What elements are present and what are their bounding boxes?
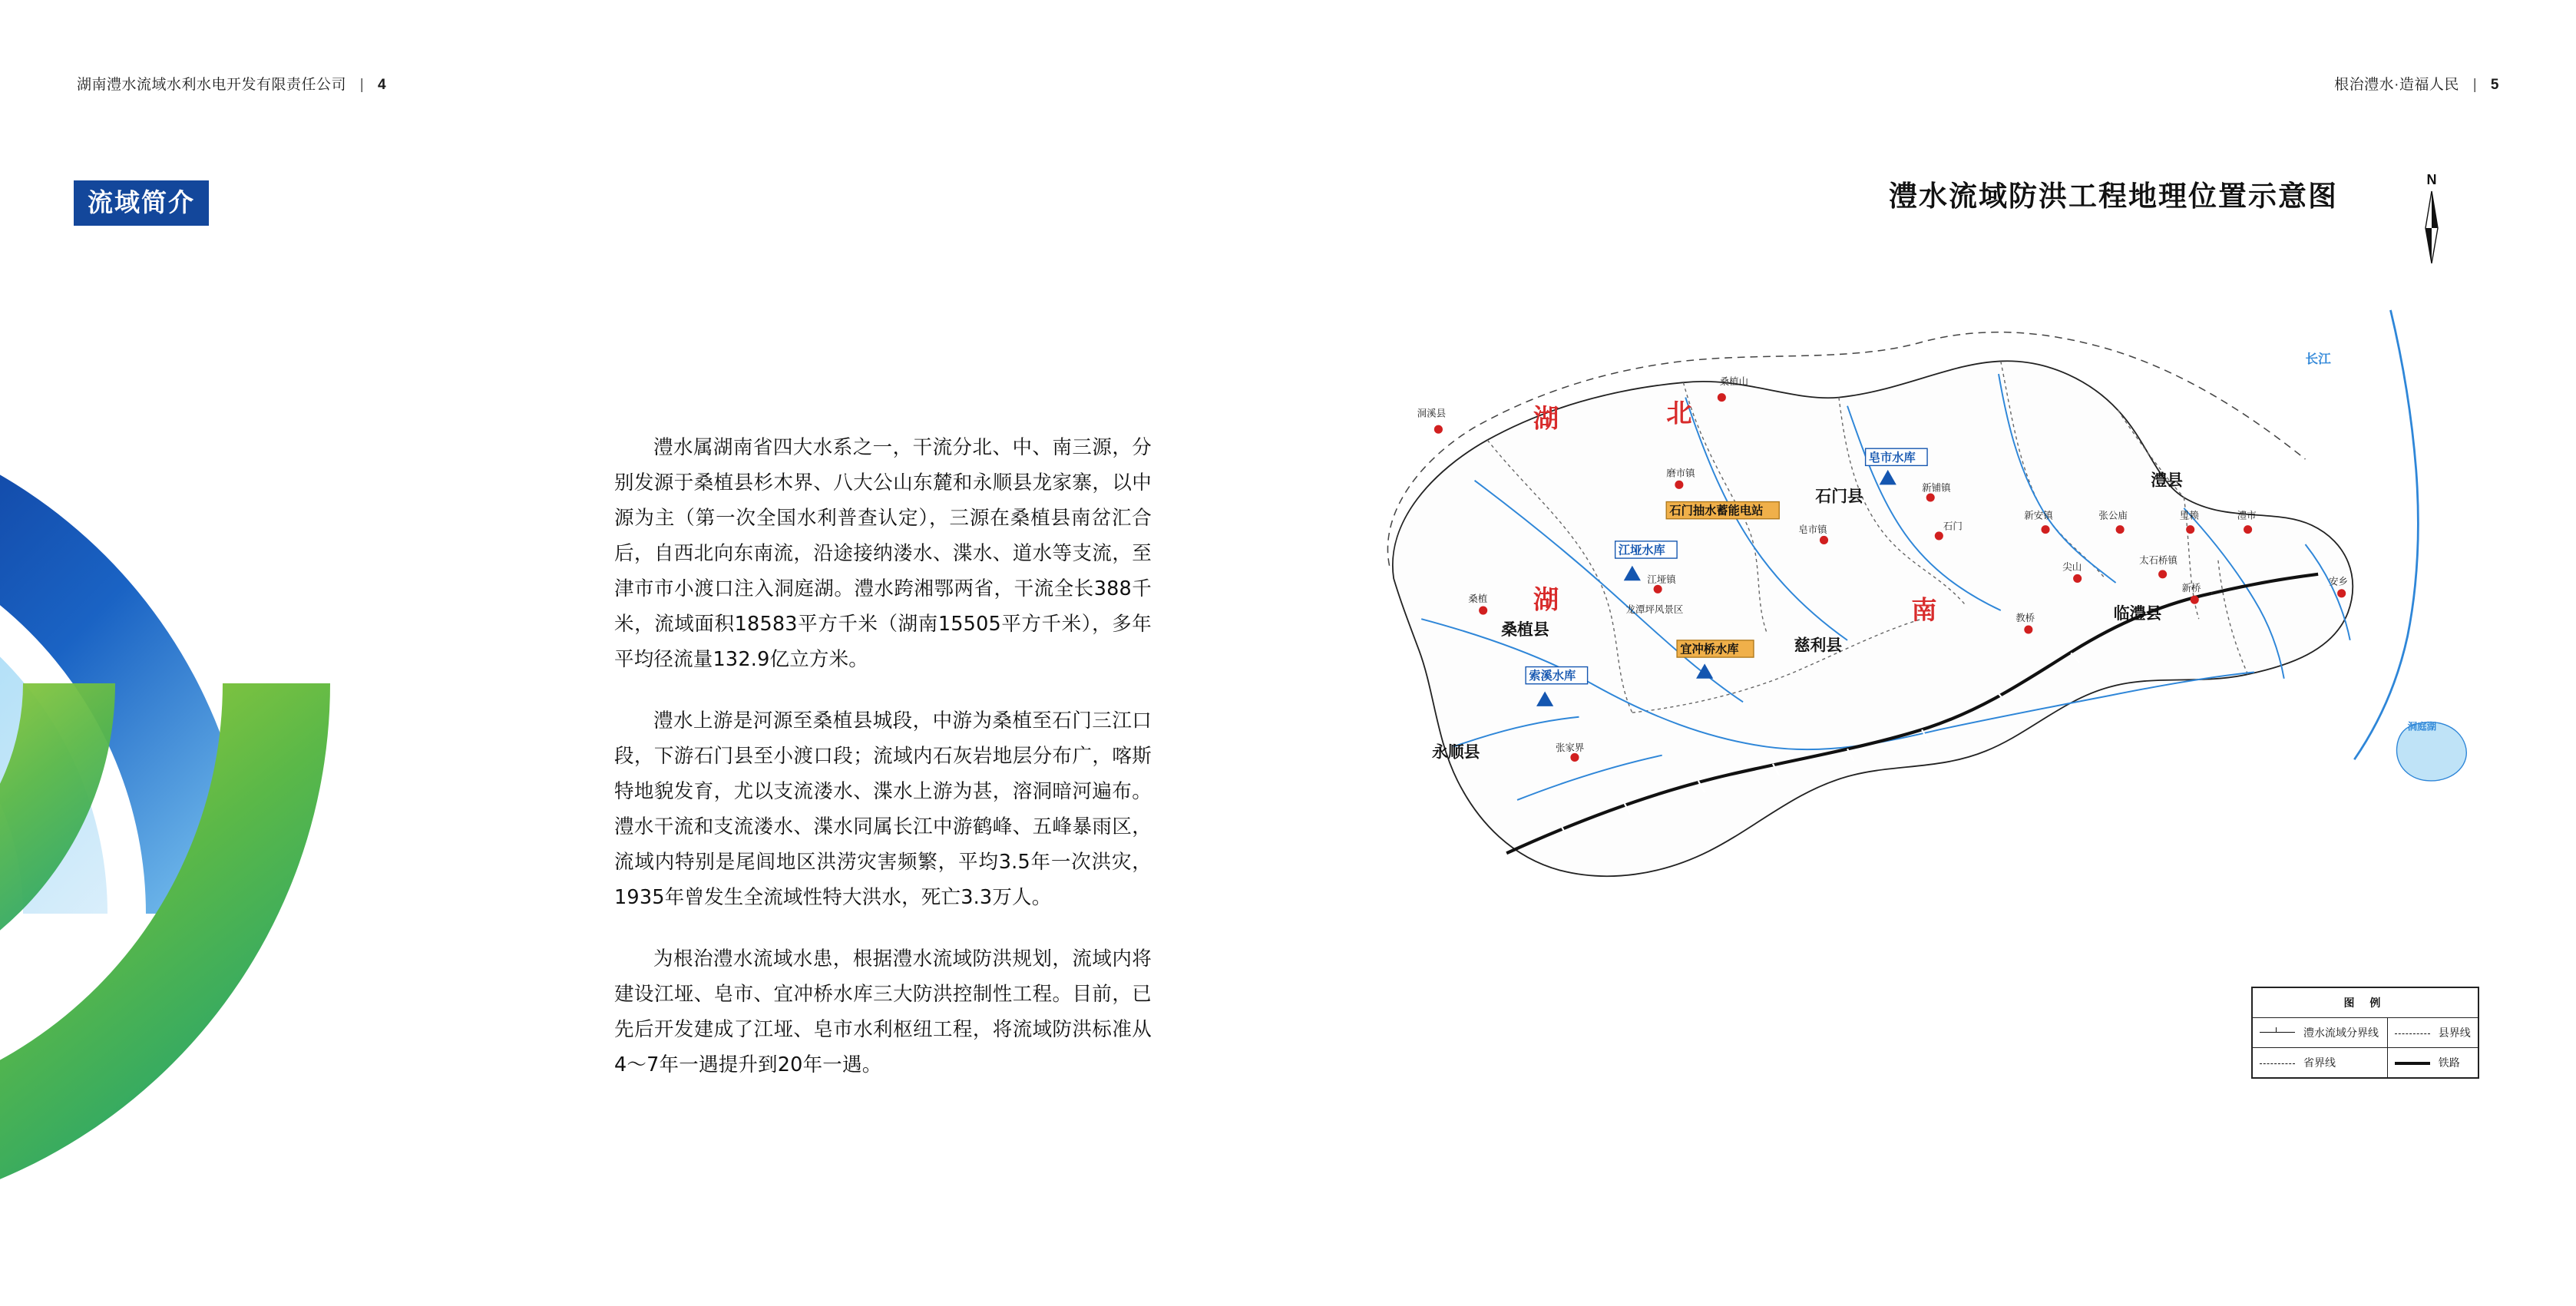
town-label-2: 磨市镇 (1666, 467, 1695, 479)
reservoir-label-4: 石门抽水蓄能电站 (1669, 504, 1764, 518)
left-running-head-separator: | (359, 77, 365, 93)
legend-item-province (2253, 1048, 2388, 1078)
right-running-head (2334, 73, 2499, 94)
province-label-0: 湖 (1533, 403, 1559, 434)
county-label-5: 永顺县 (1432, 742, 1480, 762)
body-paragraph-3: 为根治澧水流域水患，根据澧水流域防洪规划，流域内将建设江垭、皂市、宜冲桥水库三大防洪控制性工程。目前，已先后开发建成了江垭、皂市水利枢纽工程，将流域防洪标准从4～7年一遇提升到20年一遇。 (614, 947, 1152, 1076)
county-label-4: 慈利县 (1794, 636, 1843, 655)
town-label-8: 里赖 (2179, 509, 2199, 521)
legend-item-county (2387, 1018, 2478, 1048)
county-boundary-icon (2392, 1027, 2432, 1039)
legend-title: 图 例 (2253, 988, 2478, 1018)
town-label-15: 龙潭坪风景区 (1625, 603, 1684, 615)
reservoir-callout-yichongqiao (1677, 640, 1754, 657)
reservoir-callout-jiangya (1615, 541, 1677, 558)
province-label-2: 湖 (1533, 584, 1559, 615)
town-label-9: 澧市 (2237, 509, 2257, 521)
basin-boundary-icon (2257, 1027, 2297, 1039)
left-page-number: 4 (378, 77, 387, 93)
reservoir-callout-shimen-pumped-storage (1666, 502, 1779, 519)
right-running-head-text: 根治澧水·造福人民 (2334, 77, 2459, 93)
decorative-swirl (0, 407, 514, 1221)
body-paragraph-2: 澧水上游是河源至桑植县城段，中游为桑植至石门三江口段，下游石门县至小渡口段；流域内石灰岩地层分布广，喀斯特地貌发育，尤以支流溇水、渫水上游为甚，溶洞暗河遍布。澧水干流和支流溇水、渫水同属长江中游鹤峰、五峰暴雨区，流域内特别是尾闾地区洪涝灾害频繁，平均3.5年一次洪灾，1935年曾发生全流域性特大洪水，死亡3.3万人。 (614, 709, 1152, 909)
legend-label-3: 铁路 (2438, 1056, 2460, 1069)
legend-label-0: 澧水流域分界线 (2303, 1027, 2379, 1039)
province-boundary-icon (2257, 1056, 2297, 1069)
town-label-12: 太石桥镇 (2139, 554, 2178, 566)
reservoir-label-3: 索溪水库 (1529, 669, 1576, 683)
yangtze-river (2354, 310, 2418, 759)
town-label-1: 洞溪县 (1417, 407, 1447, 419)
town-label-6: 新安镇 (2024, 509, 2053, 521)
reservoir-callout-zaoshi (1866, 448, 1927, 465)
town-label-14: 桑植 (1468, 592, 1488, 604)
basin-outline (1393, 361, 2353, 876)
county-label-3: 桑植县 (1501, 620, 1549, 639)
left-running-head-text: 湖南澧水流域水利水电开发有限责任公司 (77, 77, 347, 93)
town-label-18: 张家界 (1555, 742, 1585, 754)
province-label-1: 北 (1666, 398, 1692, 428)
town-label-13: 安乡 (2329, 575, 2348, 587)
province-label-3: 南 (1911, 595, 1937, 626)
legend-item-basin (2253, 1018, 2388, 1048)
compass-needle-icon (2410, 187, 2453, 269)
reservoir-label-2: 宜冲桥水库 (1680, 642, 1739, 656)
railway-icon (2392, 1056, 2432, 1069)
map-figure (1334, 299, 2531, 960)
town-label-4: 皂市镇 (1798, 523, 1827, 535)
label-changjiang: 长江 (2305, 352, 2331, 367)
compass-rose (2410, 173, 2453, 273)
map-svg (1334, 299, 2531, 960)
town-label-7: 张公庙 (2098, 509, 2128, 521)
right-page-number: 5 (2490, 77, 2499, 93)
map-title: 澧水流域防洪工程地理位置示意图 (1889, 180, 2338, 212)
reservoir-label-0: 皂市水库 (1868, 450, 1916, 465)
reservoir-label-1: 江垭水库 (1618, 543, 1665, 557)
right-page (1288, 0, 2576, 1306)
county-label-0: 石门县 (1815, 487, 1863, 506)
compass-north-label: N (2426, 172, 2437, 187)
left-running-head (77, 73, 386, 94)
legend-label-1: 县界线 (2438, 1027, 2471, 1039)
county-label-1: 澧县 (2151, 471, 2183, 490)
town-label-0: 桑植山 (1719, 375, 1749, 387)
town-label-3: 新铺镇 (1922, 481, 1951, 494)
section-title: 流域简介 (74, 180, 209, 226)
town-label-5: 石门 (1943, 520, 1963, 532)
body-paragraph-1: 澧水属湖南省四大水系之一，干流分北、中、南三源，分别发源于桑植县杉木界、八大公山东麓和永顺县龙家寨，以中源为主（第一次全国水利普查认定），三源在桑植县南岔汇合后，自西北向东南流，沿途接纳溇水、渫水、道水等支流，至津市市小渡口注入洞庭湖。澧水跨湘鄂两省，干流全长388千米，流域面积18583平方千米（湖南15505平方千米），多年平均径流量132.9亿立方米。 (614, 436, 1152, 671)
right-running-head-separator: | (2472, 77, 2478, 93)
town-label-11: 尖山 (2062, 560, 2082, 573)
legend-label-2: 省界线 (2303, 1056, 2336, 1069)
legend-item-railway (2387, 1048, 2478, 1078)
town-label-17: 新桥 (2181, 582, 2201, 594)
map-legend (2251, 987, 2479, 1079)
county-label-2: 临澧县 (2113, 604, 2162, 623)
article-body (614, 430, 1152, 1109)
reservoir-callout-suoxi (1526, 667, 1587, 684)
label-dongtinghu: 洞庭湖 (2407, 720, 2437, 732)
town-label-10: 江垭镇 (1647, 573, 1676, 585)
town-label-16: 教桥 (2015, 611, 2035, 623)
